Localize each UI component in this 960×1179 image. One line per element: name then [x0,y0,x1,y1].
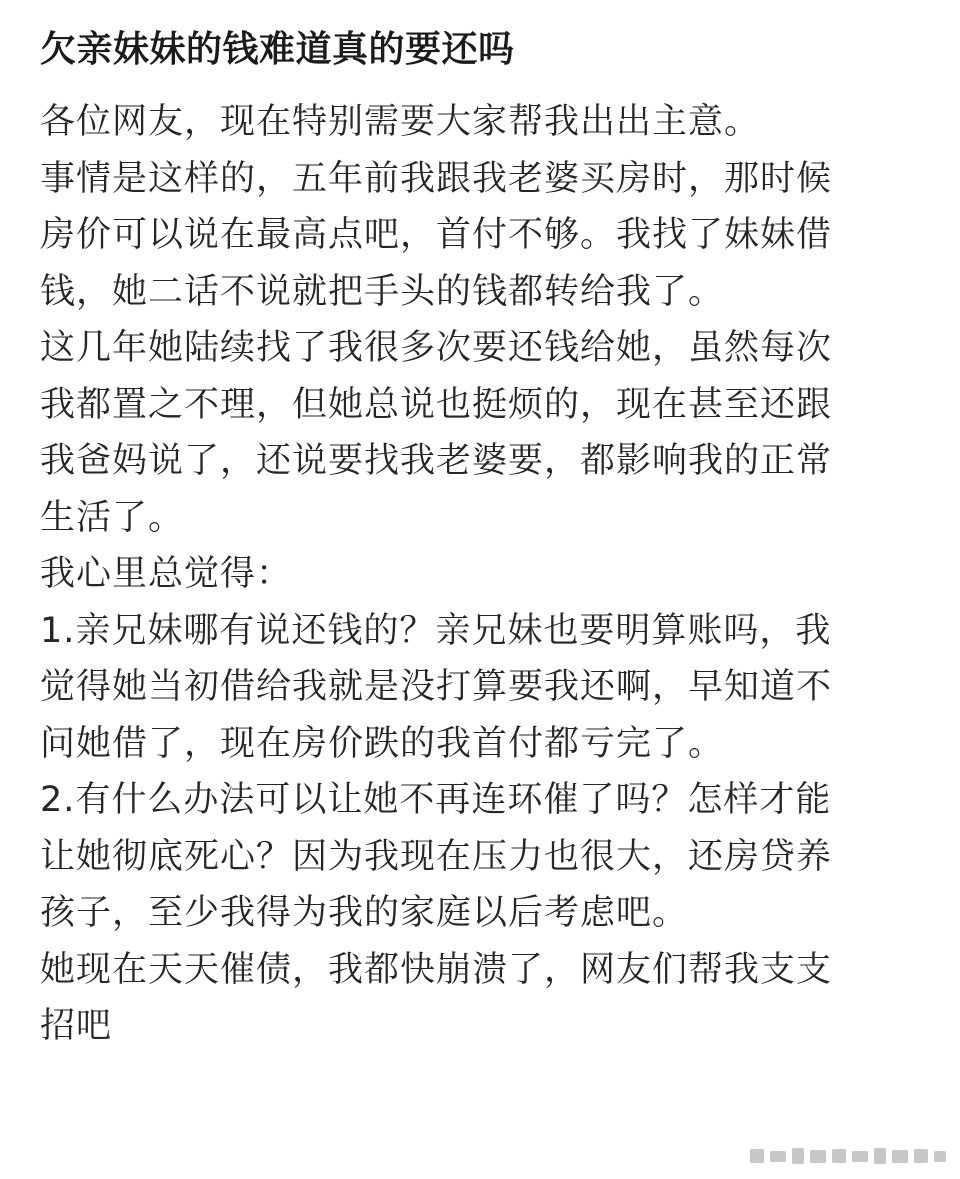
paragraph-line: 事情是这样的，五年前我跟我老婆买房时，那时候 [40,158,833,199]
post-paragraph [40,94,920,151]
paragraph-line: 让她彻底死心？因为我现在压力也很大，还房贷养 [40,836,833,877]
paragraph-line: 问她借了，现在房价跌的我首付都亏完了。 [40,723,725,764]
paragraph-line: 我心里总觉得： [40,554,293,594]
paragraph-line: 1.亲兄妹哪有说还钱的？亲兄妹也要明算账吗，我 [40,610,832,651]
post-paragraph [40,151,920,321]
post-paragraph [40,942,920,1055]
paragraph-line: 孩子，至少我得为我的家庭以后考虑吧。 [40,893,689,933]
paragraph-line: 各位网友，现在特别需要大家帮我出出主意。 [40,102,761,142]
paragraph-line: 我爸妈说了，还说要找我老婆要，都影响我的正常 [40,441,833,481]
paragraph-line: 生活了。 [40,497,185,538]
post-paragraph [40,546,920,603]
paragraph-line: 2.有什么办法可以让她不再连环催了吗？怎样才能 [40,780,832,820]
paragraph-line: 这几年她陆续找了我很多次要还钱给她，虽然每次 [40,328,833,368]
watermark-icon [750,1145,946,1167]
paragraph-line: 房价可以说在最高点吧，首付不够。我找了妹妹借 [40,215,833,255]
post-paragraph [40,772,920,942]
post-title: 欠亲妹妹的钱难道真的要还吗 [40,29,515,70]
paragraph-line: 她现在天天催债，我都快崩溃了，网友们帮我支支 [40,949,833,990]
paragraph-line: 招吧 [40,1006,113,1046]
post-paragraph [40,603,920,773]
watermark-logo [750,1145,946,1167]
post-body [40,94,920,1055]
paragraph-line: 觉得她当初借给我就是没打算要我还啊，早知道不 [40,667,833,707]
post-container [40,26,920,1055]
post-paragraph [40,320,920,546]
paragraph-line: 钱，她二话不说就把手头的钱都转给我了。 [40,271,725,312]
paragraph-line: 我都置之不理，但她总说也挺烦的，现在甚至还跟 [40,384,833,425]
